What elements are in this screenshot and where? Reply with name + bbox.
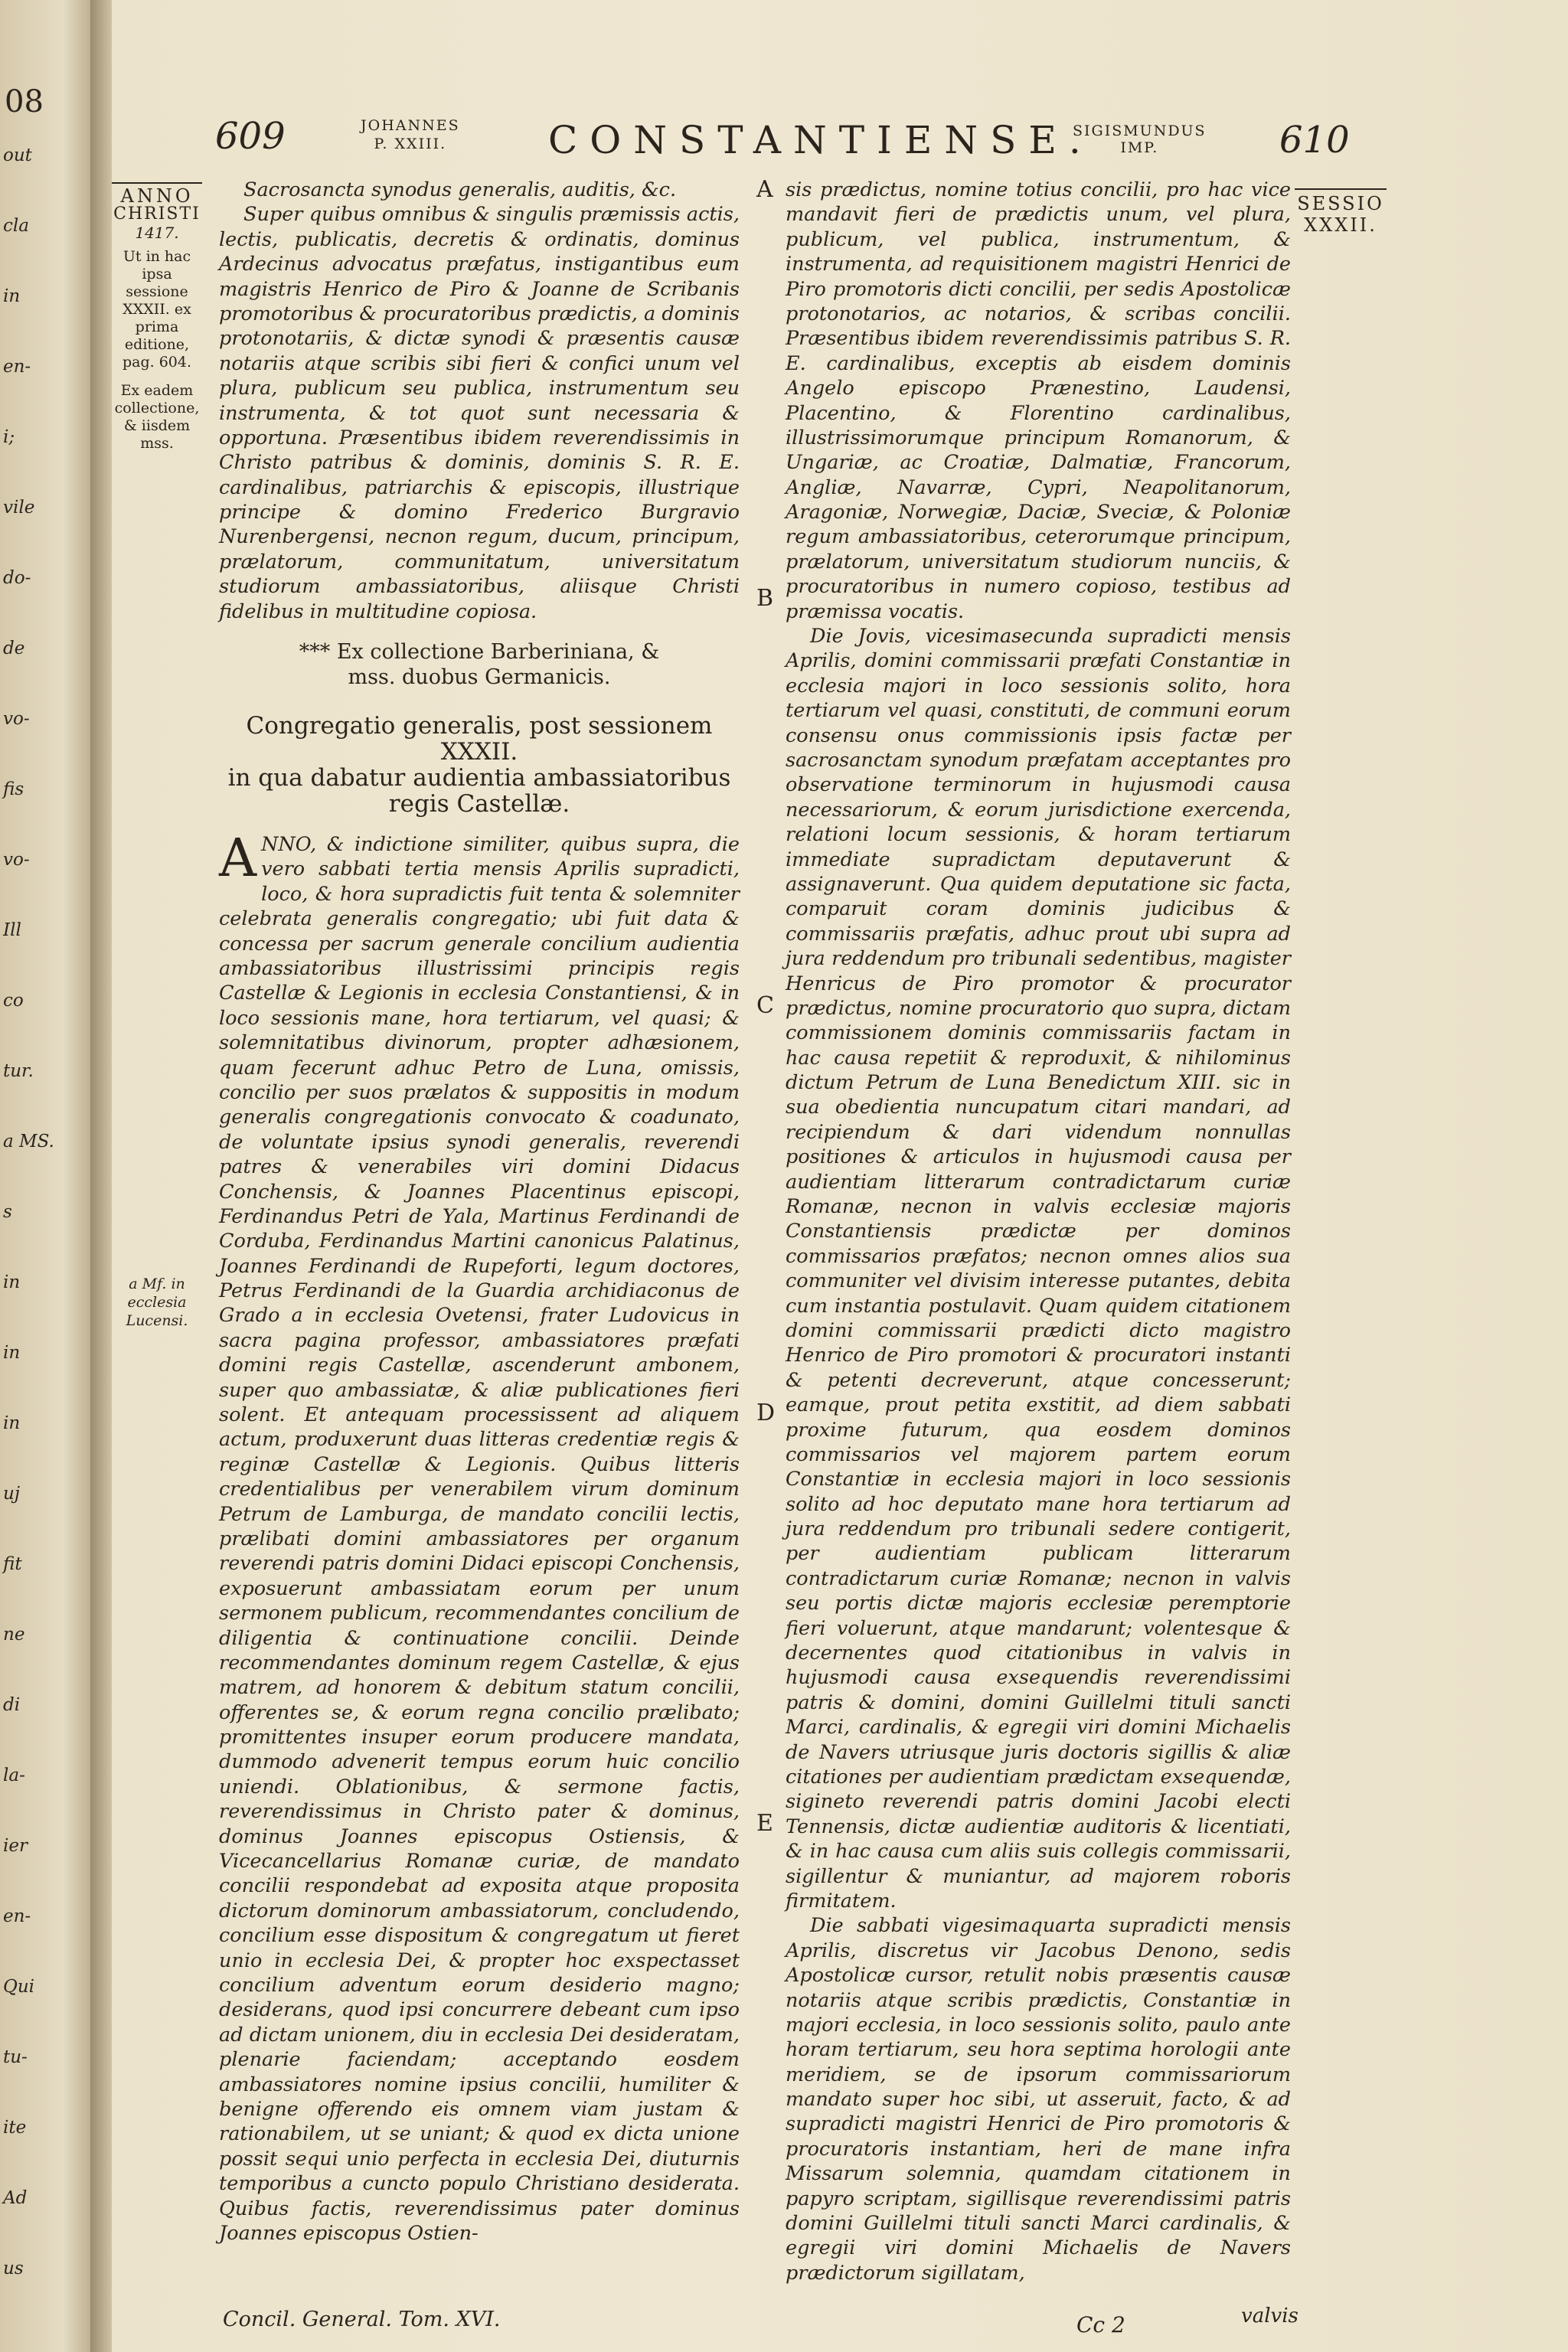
previous-page-fragment: uj [3,1484,20,1504]
right-running-head [1073,122,1207,156]
collection-note-line2: mss. duobus Germanicis. [348,665,611,690]
column-letter-e: E [756,1810,773,1837]
previous-page-fragment: la- [3,1766,25,1785]
column-letter-b: B [756,585,774,612]
previous-page-fragment: in [3,286,21,306]
left-para-acts: Super quibus omnibus & singulis præmissis actis, lectis, publicatis, decretis & ordinatis, dominus Ardecinus advocatus præfatus, instigantibus eum magistris Henrico de Piro & Joanne de Scribanis promotoribus & procuratoribus prædictis, a dominis protonotariis, & dictæ synodi & præsentis causæ notariis atque scribis sibi fieri & confici unum vel plura, publicum seu publica, instrumentum seu instrumenta, & tot quot sunt necessaria & opportuna. Præsentibus ibidem reverendissimis in Christo patribus & dominis, dominis S. R. E. cardinalibus, patriarchis & episcopis, illustrique principe & domino Frederico Burgravio Nurenbergensi, necnon regum, ducum, principum, prælatorum, communitatum, universitatum studiorum ambassiatoribus, aliisque Christi fidelibus in multitudine copiosa. [219,203,740,623]
previous-page-fragment: di [3,1695,21,1715]
book-page [112,0,1568,2352]
drop-cap: A [219,828,257,890]
anno-label: ANNO [112,182,202,205]
margin-note-lucensi: a Mf. in ecclesia Lucensi. [126,1276,188,1329]
right-running-head-line2: IMP. [1120,139,1159,156]
previous-page-fragment: do- [3,568,31,588]
left-running-head-line1: JOHANNES [361,117,460,134]
left-para-congregation-text: NNO, & indictione similiter, quibus supra, die vero sabbati tertia mensis Aprilis supradicti, loco, & hora supradictis fuit tenta & solemniter celebrata generalis congregatio; ubi fuit data & concessa per sacrum generale concilium audientia ambassiatoribus illustrissimi principis regis Castellæ & Legionis in ecclesia Constantiensi, & in loco sessionis mane, hora tertiarum, vel quasi; & solemnitatibus divinorum, propter adhæsionem, quam fecerunt adhuc Petro de Luna, omissis, concilio per suos prælatos & suppositis in modum generalis congregationis convocato & coadunato, de voluntate ipsius synodi generalis, reverendi patres & venerabiles viri domini Didacus Conchensis, & Joannes Placentinus episcopi, Ferdinandus Petri de Yala, Martinus Ferdinandi de Corduba, Ferdinandus Martini canonicus Palatinus, Joannes Ferdinandi de Rupeforti, legum doctores, Petrus Ferdinandi de la Guardia archidiaconus de Grado a in ecclesia Ovetensi, frater Ludovicus in sacra pagina professor, ambassiatores præfati domini regis Castellæ, ascenderunt ambonem, super quo ambassiatæ, & aliæ publicationes fieri solent. Et antequam processissent ad aliquem actum, produxerunt duas litteras credentiæ regis & reginæ Castellæ & Legionis. Quibus litteris credentialibus per venerabilem virum dominum Petrum de Lamburga, de mandato concilii lectis, prælibati domini ambassiatores per organum reverendi patris domini Didaci episcopi Conchensis, exposuerunt ambassiatam eorum per unum sermonem publicum, recommendantes concilium de diligentia & continuatione concilii. Deinde recommendantes dominum regem Castellæ, & ejus matrem, ad honorem & debitum statum concilii, offerentes se, & eorum regna concilio prælibato; promittentes insuper eorum producere mandata, dummodo advenerit tempus eorum huic concilio uniendi. Oblationibus, & sermone factis, reverendissimus in Christo pater & dominus, dominus Joannes episcopus Ostiensis, & Vicecancellarius Romanæ curiæ, de mandato concilii respondebat ad exposita atque proposita dictorum dominorum ambassiatorum, concludendo, concilium esse dispositum & congregatum ut fieret unio in ecclesia Dei, & propter hoc exspectasset concilium adventum eorum desiderio magno; desiderans, quod ipsi concurrere debeant cum ipso ad dictam unionem, diu in ecclesia Dei desideratam, plenarie faciendam; acceptando eosdem ambassiatores nomine ipsius concilii, humiliter & benigne offerendo eis omnem viam justam & rationabilem, ut se uniant; & quod ex dicta unione possit sequi unio perfecta in ecclesia Dei, diuturnis temporibus a cuncto populo Christiano desiderata. Quibus factis, reverendissimus pater dominus Joannes episcopus Ostien- [219,833,740,2245]
christi-label: CHRISTI [113,204,201,224]
book-gutter [90,0,112,2352]
previous-page-fragment: a MS. [3,1132,54,1152]
previous-page-fragment: tur. [3,1061,34,1081]
sessio-number: XXXII. [1304,214,1377,236]
previous-page-fragment: ite [3,2118,27,2138]
previous-page-fragment: Ad [3,2188,28,2208]
anno-christi-note [112,182,202,452]
left-page-number: 609 [215,115,286,158]
previous-page-fragment: vo- [3,709,30,729]
previous-page-fragment: vile [3,498,35,518]
previous-page-fragment: in [3,1413,21,1433]
left-running-head [361,116,460,153]
column-letter-c: C [756,992,774,1019]
footer-signature: Cc 2 [1076,2312,1125,2337]
previous-page-fragment: en- [3,1906,31,1926]
previous-page-fragment: ne [3,1625,25,1645]
previous-page-fragment: in [3,1272,21,1292]
previous-page-fragment: ier [3,1836,28,1856]
collection-note [219,639,740,690]
previous-page-edge [0,0,90,2352]
left-running-head-line2: P. XXIII. [374,136,447,152]
right-column [786,178,1291,2285]
previous-page-fragment: i; [3,427,15,447]
page-title: CONSTANTIENSE. [548,118,1093,162]
column-letter-a: A [756,176,773,203]
right-running-head-line1: SIGISMUNDUS [1073,122,1207,139]
sessio-label: SESSIO [1297,193,1384,214]
right-para-die-sabbati: Die sabbati vigesimaquarta supradicti mensis Aprilis, discretus vir Jacobus Denono, sedis Apostolicæ cursor, retulit nobis præsentis causæ notariis atque scribis prædictis, Constantiæ in majori ecclesia, in loco sessionis solito, paulo ante horam tertiarum, seu hora septima horologii ante meridiem, se de ipsorum commissariorum mandato super hoc sibi, ut asseruit, facto, & ad supradicti magistri Henrici de Piro promotoris & procuratoris instantiam, heri de mane infra Missarum solemnia, quamdam citationem in papyro scriptam, sigillisque reverendissimi patris domini Guillelmi tituli sancti Marci cardinalis, & egregii viri domini Michaelis de Navers prædictorum sigillatam, [786,1914,1291,2285]
previous-page-fragment: vo- [3,850,30,870]
year-label: 1417. [135,224,179,242]
previous-page-fragment: Ill [3,920,21,940]
margin-note-edition: Ut in hac ipsa sessione XXXII. ex prima editione, pag. 604. [122,248,192,371]
footer-volume: Concil. General. Tom. XVI. [223,2308,501,2331]
previous-page-fragment: us [3,2259,24,2278]
previous-page-fragment: fis [3,779,24,799]
sessio-marker [1295,188,1387,236]
right-page-number: 610 [1279,119,1350,162]
section-heading [219,713,740,817]
previous-page-fragment: en- [3,357,31,377]
column-letter-d: D [756,1400,776,1426]
previous-page-fragment: tu- [3,2047,28,2067]
margin-note-collection: Ex eadem collectione, & iisdem mss. [114,382,200,452]
previous-page-fragment: out [3,145,32,165]
section-heading-line2: in qua dabatur audientia ambassiatoribus [227,764,731,792]
previous-page-fragment: cla [3,216,29,236]
previous-page-fragment: Qui [3,1977,35,1997]
left-para-congregation [219,828,740,2246]
left-para-opening: Sacrosancta synodus generalis, auditis, &c. [243,178,677,201]
previous-page-fragment: s [3,1202,12,1222]
previous-page-fragment: fit [3,1554,22,1574]
section-heading-line3: regis Castellæ. [388,790,570,818]
previous-page-fragment: de [3,639,25,658]
section-heading-line1: Congregatio generalis, post sessionem XXXII. [246,712,713,766]
previous-page-fragment: in [3,1343,21,1363]
previous-page-fragment: co [3,991,24,1011]
previous-page-number: 08 [5,84,44,119]
footer-catchword: valvis [1241,2305,1298,2328]
right-para-die-jovis: Die Jovis, vicesimasecunda supradicti mensis Aprilis, domini commissarii præfati Constantiæ in ecclesia majori in loco sessionis solito, hora tertiarum vel quasi, constituti, de communi eorum consensu onus commissionis ipsis factæ per sacrosanctam synodum præfatam acceptantes pro observatione terminorum in hujusmodi causa necessariorum, & eorum jurisdictione exercenda, relationi locum sessionis, & horam tertiarum immediate supradictam deputaverunt & assignaverunt. Qua quidem deputatione sic facta, comparuit coram dominis judicibus & commissariis præfatis, adhuc prout ubi supra ad jura reddendum pro tribunali sedentibus, magister Henricus de Piro promotor & procurator prædictus, nomine procuratorio quo supra, dictam commissionem dominis commissariis factam in hac causa repetiit & reproduxit, & nihilominus dictum Petrum de Luna Benedictum XIII. sic in sua obedientia nuncupatum citari mandari, ad recipiendum & dari videndum nonnullas positiones & articulos in hujusmodi causa per audientiam litterarum contradictarum curiæ Romanæ, necnon in valvis ecclesiæ majoris Constantiensis prædictæ per dominos commissarios præfatos; necnon omnes alios sua communiter vel divisim interesse putantes, debita cum instantia postulavit. Quam quidem citationem domini commissarii prædicti dicto magistro Henrico de Piro promotori & procuratori instanti & petenti decreverunt, atque concesserunt; eamque, prout petita exstitit, ad diem sabbati proxime futurum, qua eosdem dominos commissarios vel majorem partem eorum Constantiæ in ecclesia majori in loco sessionis solito ad hoc deputato mane hora tertiarum ad jura reddendum pro tribunali sedere contigerit, per audientiam publicam litterarum contradictarum curiæ Romanæ; necnon in valvis seu portis dictæ majoris ecclesiæ peremptorie fieri voluerunt, atque mandarunt; volentesque & decernentes quod citationibus in valvis in hujusmodi causa exsequendis reverendissimi patris & domini, domini Guillelmi tituli sancti Marci, cardinalis, & egregii viri domini Michaelis de Navers utriusque juris doctoris sigillis & aliæ citationes per audientiam prædictam exsequendæ, sigineto reverendi patris domini Jacobi electi Tennensis, dictæ audientiæ auditoris & licentiati, & in hac causa cum aliis suis collegis commissarii, sigillentur & muniantur, ad majorem roboris firmitatem. [786,625,1291,1913]
collection-note-line1: *** Ex collectione Barberiniana, & [299,640,660,665]
left-column [219,178,740,2246]
right-para-continuation: sis prædictus, nomine totius concilii, pro hac vice mandavit fieri de prædictis unum, vel plura, publicum, vel publica, instrumentum, & instrumenta, ad requisitionem magistri Henrici de Piro promotoris dicti concilii, per sedis Apostolicæ protonotarios, ac notarios, & scribas concilii. Præsentibus ibidem reverendissimis patribus S. R. E. cardinalibus, exceptis ab eisdem dominis Angelo episcopo Prænestino, Laudensi, Placentino, & Florentino cardinalibus, illustrissimorumque principum Romanorum, & Ungariæ, ac Croatiæ, Dalmatiæ, Francorum, Angliæ, Navarræ, Cypri, Neapolitanorum, Aragoniæ, Norwegiæ, Daciæ, Sveciæ, & Poloniæ regum ambassiatoribus, ceterorumque principum, prælatorum, universitatum studiorum nunciis, & procuratoribus in numero copioso, testibus ad præmissa vocatis. [786,178,1291,623]
